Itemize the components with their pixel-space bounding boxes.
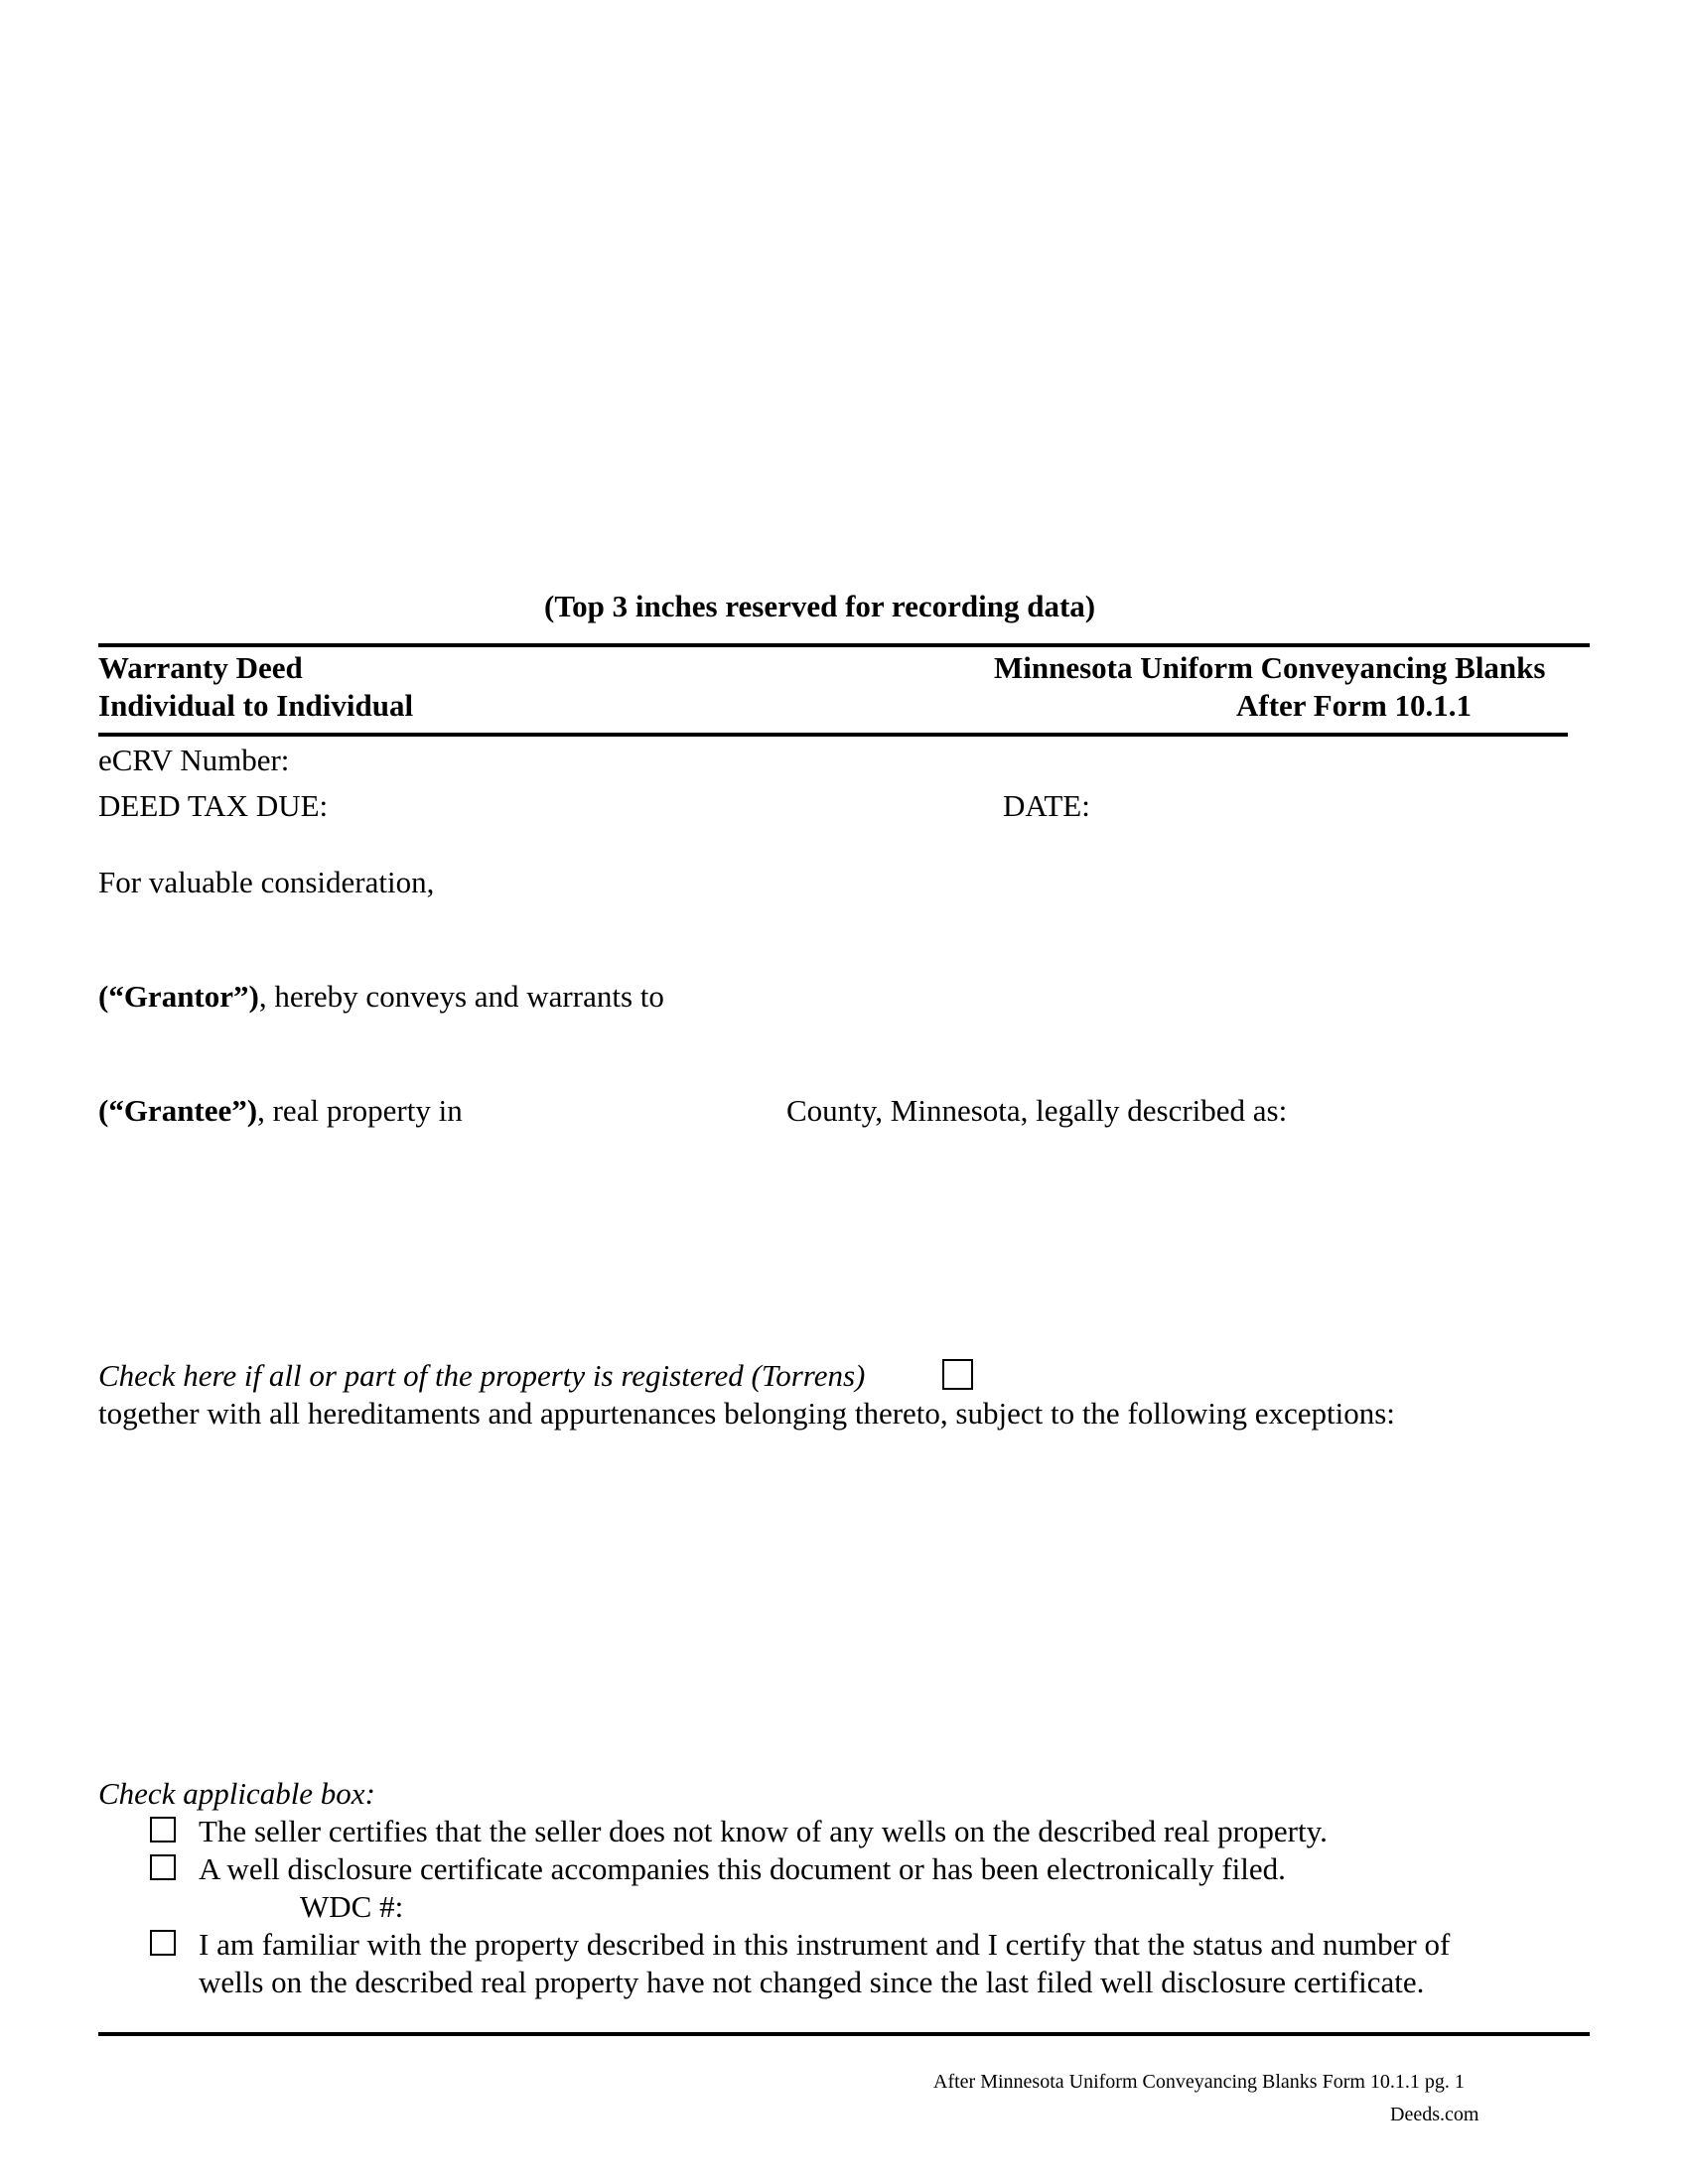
well-option-3-text-line1: I am familiar with the property described in this instrument and I certify that the status and number of: [199, 1927, 1451, 1962]
well-option-2-text: A well disclosure certificate accompanies this document or has been electronically filed.: [199, 1851, 1286, 1886]
header-bottom-rule: [98, 733, 1568, 737]
form-subtitle: Individual to Individual: [98, 688, 414, 723]
reserved-note: (Top 3 inches reserved for recording data): [544, 589, 1096, 623]
footer-form-reference: After Minnesota Uniform Conveyancing Blanks Form 10.1.1 pg. 1: [933, 2071, 1465, 2093]
well-option-3-text-line2: wells on the described real property have not changed since the last filed well disclosure certificate.: [199, 1965, 1425, 1999]
grantee-line: [98, 1092, 463, 1130]
well-option-1-checkbox[interactable]: [150, 1817, 176, 1843]
form-source: Minnesota Uniform Conveyancing Blanks: [994, 650, 1546, 685]
footer-site: Deeds.com: [1390, 2104, 1479, 2125]
header-top-rule: [98, 643, 1590, 647]
grantor-line-text: , hereby conveys and warrants to: [258, 979, 664, 1014]
well-option-3-checkbox[interactable]: [150, 1930, 176, 1956]
appurtenances-text: together with all hereditaments and appurtenances belonging thereto, subject to the following exceptions:: [98, 1396, 1395, 1431]
footer-rule: [98, 2032, 1590, 2036]
consideration-text: For valuable consideration,: [98, 865, 435, 899]
wells-heading: Check applicable box:: [98, 1776, 375, 1811]
grantee-term: (“Grantee”): [98, 1093, 258, 1128]
form-number: After Form 10.1.1: [1236, 688, 1473, 723]
grantee-line-text: , real property in: [257, 1093, 463, 1128]
date-label: DATE:: [1003, 788, 1090, 823]
wdc-number-label: WDC #:: [300, 1889, 404, 1924]
county-text: County, Minnesota, legally described as:: [786, 1093, 1288, 1128]
ecrv-number-label: eCRV Number:: [98, 743, 290, 777]
grantor-term: (“Grantor”): [98, 979, 259, 1014]
grantor-line: [98, 978, 664, 1016]
deed-tax-due-label: DEED TAX DUE:: [98, 788, 329, 823]
torrens-checkbox[interactable]: [942, 1359, 973, 1390]
torrens-text: Check here if all or part of the property is registered (Torrens): [98, 1358, 866, 1393]
well-option-2-checkbox[interactable]: [150, 1854, 176, 1880]
form-title: Warranty Deed: [98, 650, 303, 685]
well-option-1-text: The seller certifies that the seller does not know of any wells on the described real property.: [199, 1814, 1328, 1848]
